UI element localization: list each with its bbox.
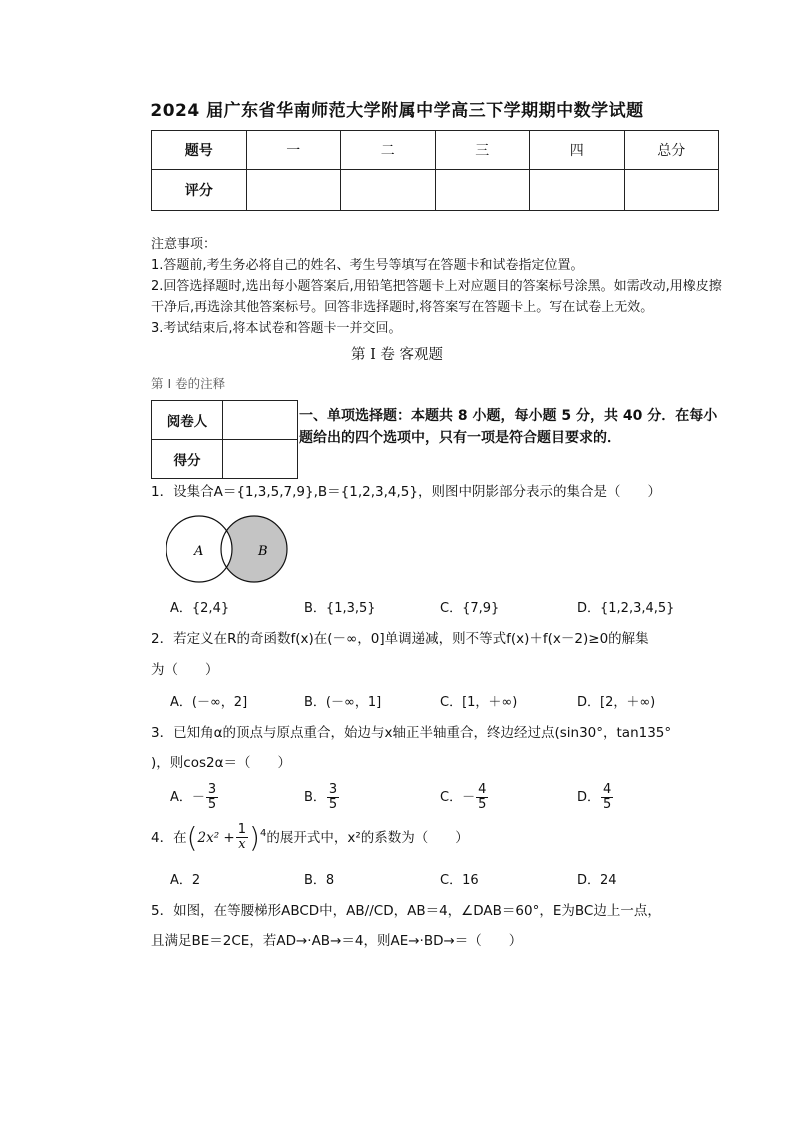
question-3-line1: 3．已知角α的顶点与原点重合，始边与x轴正半轴重合，终边经过点(sin30°，tan135° — [151, 725, 672, 741]
grader-reviewer-label: 阅卷人 — [152, 401, 223, 440]
q3-option-d: D． $\frac{4}{5}$ — [577, 782, 612, 812]
exam-notes — [151, 234, 731, 339]
q4-option-a: A．2 — [170, 873, 201, 888]
notes-heading: 注意事项： — [151, 237, 217, 252]
score-cell — [435, 170, 530, 211]
score-cell — [341, 170, 436, 211]
q3-option-c: C．－ $\frac{4}{5}$ — [440, 782, 487, 812]
part-one-heading: 一、单项选择题：本题共 8 小题，每小题 5 分，共 40 分．在每小题给出的四个选项中，只有一项是符合题目要求的． — [299, 408, 718, 446]
score-cell — [530, 170, 625, 211]
notes-item: 2.回答选择题时,选出每小题答案后,用铅笔把答题卡上对应题目的答案标号涂黑。如需改动,用橡皮擦干净后,再选涂其他答案标号。回答非选择题时,将答案写在答题卡上。写在试卷上无效。 — [151, 279, 722, 315]
score-header-cell: 一 — [246, 131, 341, 170]
question-5-line1: 5．如图，在等腰梯形ABCD中，AB//CD，AB＝4，∠DAB＝60°，E为BC边上一点， — [151, 903, 661, 919]
question-3-line2: )，则cos2α＝（ ） — [151, 755, 291, 771]
score-header-cell: 二 — [341, 131, 436, 170]
notes-item: 1.答题前,考生务必将自己的姓名、考生号等填写在答题卡和试卷指定位置。 — [151, 258, 584, 273]
exam-title: 2024 届广东省华南师范大学附属中学高三下学期期中数学试题 — [150, 101, 644, 121]
question-2-line2: 为（ ） — [151, 662, 219, 678]
q1-option-c: C．{7,9} — [440, 601, 500, 616]
question-2-line1: 2．若定义在R的奇函数f(x)在(－∞，0]单调递减，则不等式f(x)＋f(x－2)≥0的解集 — [151, 631, 649, 647]
grader-table — [151, 400, 298, 479]
grader-reviewer-cell — [223, 401, 298, 440]
q4-option-d: D．24 — [577, 873, 617, 888]
q2-option-d: D．[2，＋∞) — [577, 695, 656, 710]
score-header-cell: 总分 — [624, 131, 719, 170]
q3-option-a: A．－ $\frac{3}{5}$ — [170, 782, 217, 812]
score-cell — [624, 170, 719, 211]
question-1-stem: 1．设集合A＝{1,3,5,7,9},B＝{1,2,3,4,5}，则图中阴影部分表示的集合是（ ） — [151, 484, 661, 500]
score-cell — [246, 170, 341, 211]
notes-item: 3.考试结束后,将本试卷和答题卡一并交回。 — [151, 321, 402, 336]
paren-left: ( — [186, 820, 198, 854]
grader-score-label: 得分 — [152, 440, 223, 479]
venn-label-b: B — [258, 544, 268, 559]
q3-option-b: B． $\frac{3}{5}$ — [304, 782, 338, 812]
q4-option-c: C．16 — [440, 873, 479, 888]
question-4-stem: 4．在 ( 2x² + $\frac{1}{x}$ ) $^4$ 的展开式中，x²的系数为（ ） — [151, 820, 469, 854]
venn-diagram — [166, 512, 292, 588]
score-table-score-row — [152, 170, 719, 211]
q1-option-d: D．{1,2,3,4,5} — [577, 601, 675, 616]
q2-option-c: C．[1，＋∞) — [440, 695, 518, 710]
score-header-cell: 三 — [435, 131, 530, 170]
q4-option-b: B．8 — [304, 873, 335, 888]
score-table — [151, 130, 719, 211]
grader-score-cell — [223, 440, 298, 479]
question-5-line2: 且满足BE＝2CE，若AD→·AB→＝4，则AE→·BD→＝（ ） — [151, 933, 523, 949]
section-note: 第 I 卷的注释 — [151, 376, 226, 391]
q1-option-a: A．{2,4} — [170, 601, 230, 616]
score-table-header-row — [152, 131, 719, 170]
section-title: 第 I 卷 客观题 — [350, 347, 444, 363]
paren-right: ) — [249, 820, 260, 854]
score-header-cell: 四 — [530, 131, 625, 170]
q2-option-a: A．(－∞，2] — [170, 695, 248, 710]
venn-label-a: A — [194, 544, 204, 559]
q2-option-b: B．(－∞，1] — [304, 695, 382, 710]
q1-option-b: B．{1,3,5} — [304, 601, 376, 616]
score-row-label: 评分 — [152, 170, 247, 211]
score-header-cell: 题号 — [152, 131, 247, 170]
